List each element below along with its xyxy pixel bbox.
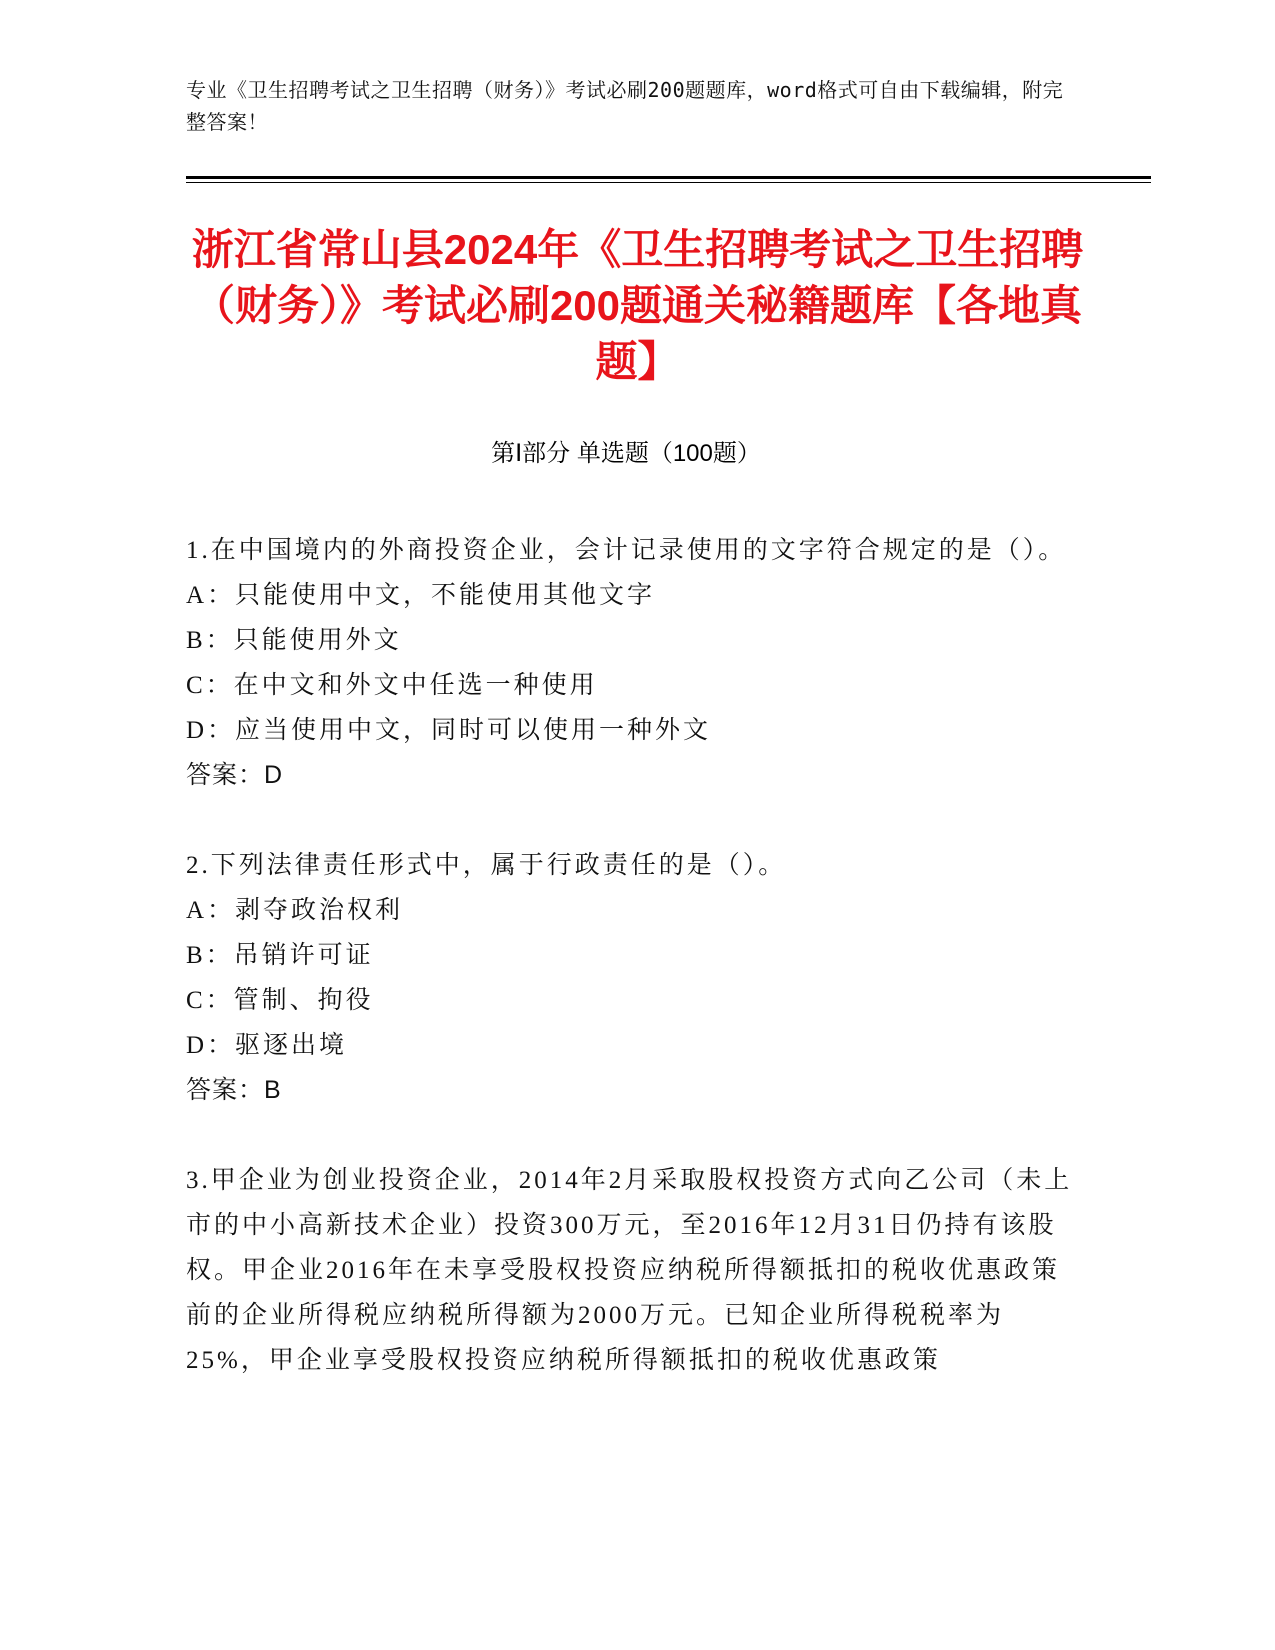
question-stem: 1.在中国境内的外商投资企业，会计记录使用的文字符合规定的是（）。 <box>186 537 1067 564</box>
option-a: A：只能使用中文，不能使用其他文字 <box>186 582 656 609</box>
header-note: 专业《卫生招聘考试之卫生招聘（财务）》考试必刷200题题库，word格式可自由下载编辑，附完整答案！ <box>186 78 1064 134</box>
header-divider-thick <box>186 176 1151 179</box>
option-d: D：驱逐出境 <box>186 1032 348 1059</box>
option-c: C：在中文和外文中任选一种使用 <box>186 672 598 699</box>
question-list <box>186 528 1076 1428</box>
option-a: A：剥夺政治权利 <box>186 897 404 924</box>
question-stem: 3.甲企业为创业投资企业，2014年2月采取股权投资方式向乙公司（未上市的中小高新技术企业）投资300万元，至2016年12月31日仍持有该股权。甲企业2016年在未享受股权投资应纳税所得额抵扣的税收优惠政策前的企业所得税应纳税所得额为2000万元。已知企业所得税税率为25%，甲企业享受股权投资应纳税所得额抵扣的税收优惠政策 <box>186 1167 1073 1374</box>
header-divider-thin <box>186 182 1151 183</box>
option-c: C：管制、拘役 <box>186 987 374 1014</box>
question-stem: 2.下列法律责任形式中，属于行政责任的是（）。 <box>186 852 787 879</box>
answer-line: 答案：D <box>186 761 284 789</box>
question-2 <box>186 843 1076 1113</box>
document-title: 浙江省常山县2024年《卫生招聘考试之卫生招聘（财务）》考试必刷200题通关秘籍题库【各地真题】 <box>191 226 1084 385</box>
question-1 <box>186 528 1076 798</box>
answer-line: 答案：B <box>186 1076 282 1104</box>
option-b: B：吊销许可证 <box>186 942 374 969</box>
option-b: B：只能使用外文 <box>186 627 402 654</box>
question-3 <box>186 1158 1076 1383</box>
section-heading: 第Ⅰ部分 单选题（100题） <box>491 440 761 467</box>
option-d: D：应当使用中文，同时可以使用一种外文 <box>186 717 712 744</box>
